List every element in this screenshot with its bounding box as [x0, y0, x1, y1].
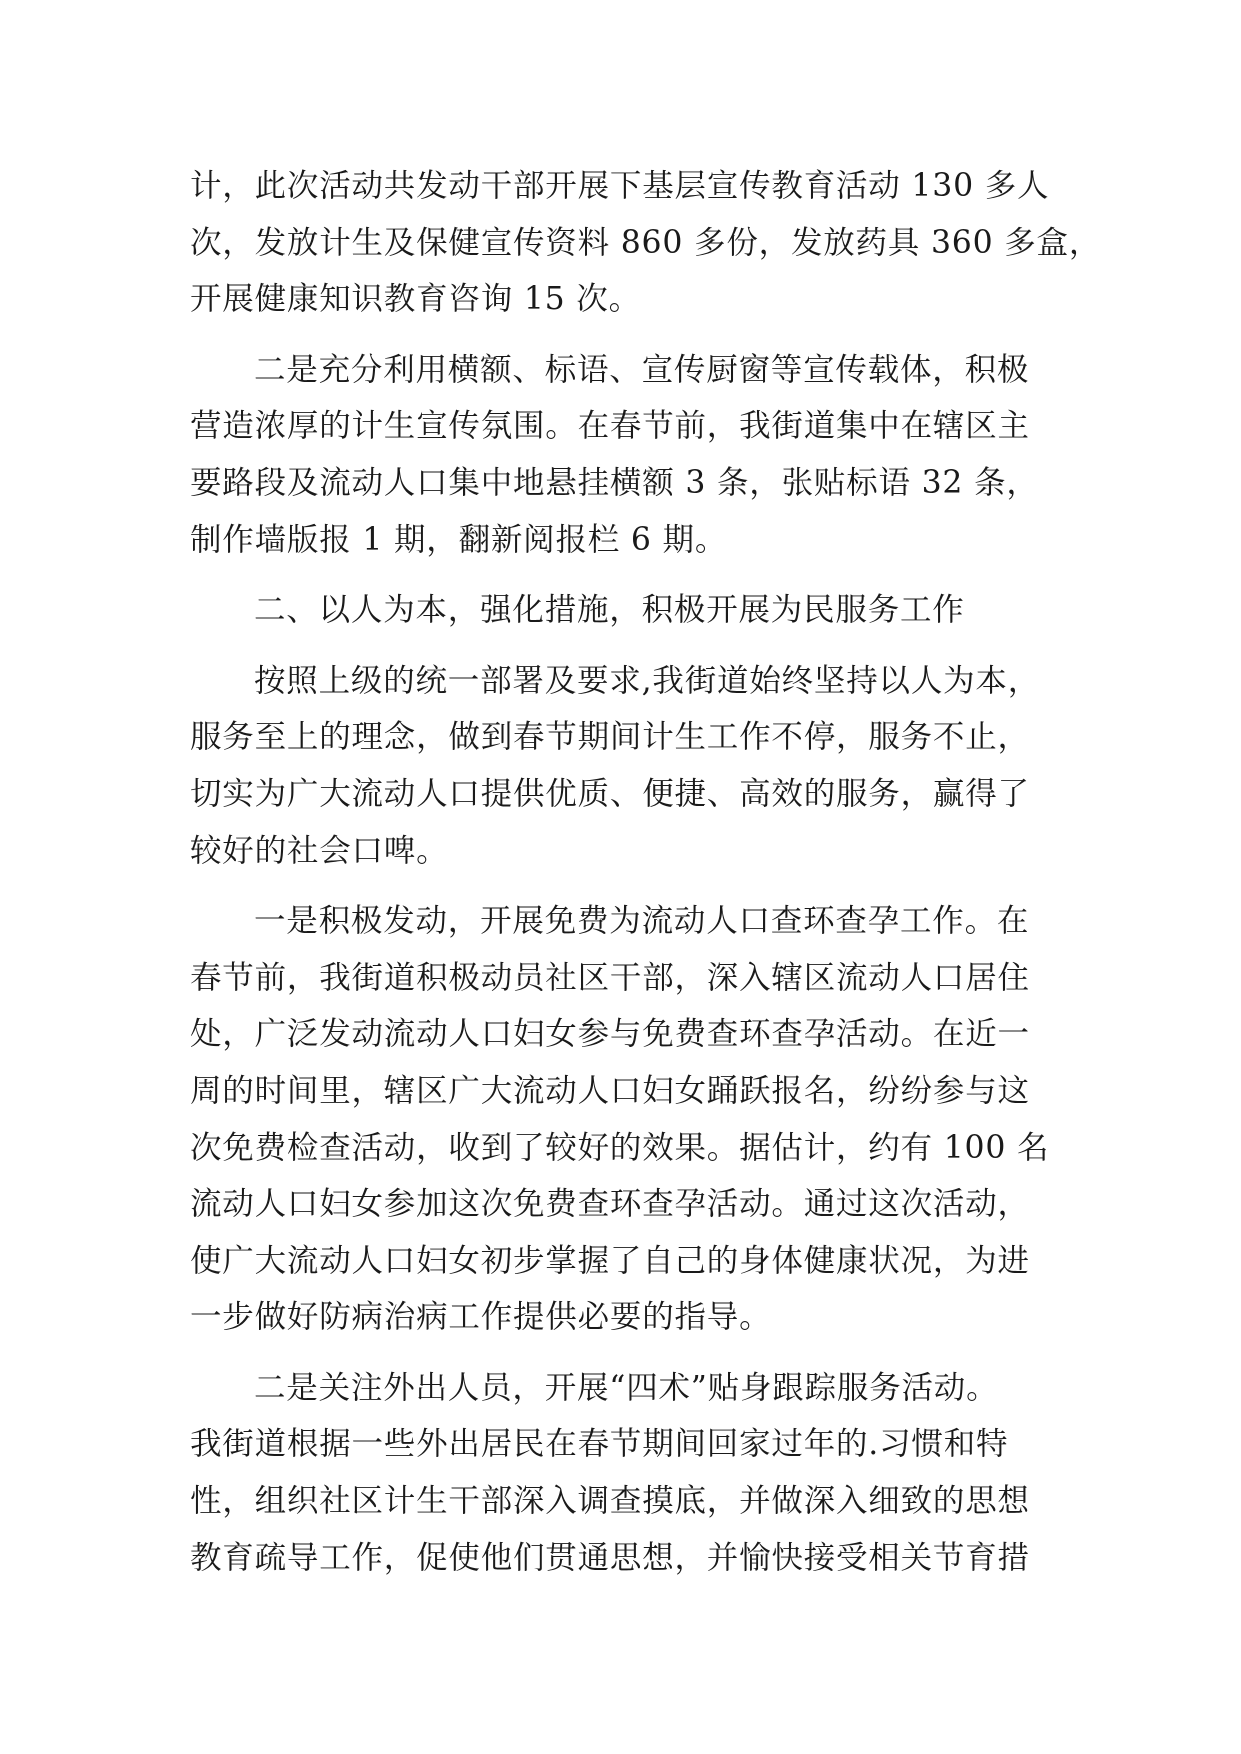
text-line: 服务至上的理念，做到春节期间计生工作不停，服务不止，	[190, 719, 1030, 756]
section-heading: 二、以人为本，强化措施，积极开展为民服务工作	[254, 592, 965, 629]
paragraph-first-line: 二是充分利用横额、标语、宣传厨窗等宣传载体，积极	[254, 351, 1030, 388]
text-line: 处，广泛发动流动人口妇女参与免费查环查孕活动。在近一	[190, 1016, 1030, 1053]
text-line: 开展健康知识教育咨询 15 次。	[190, 281, 641, 318]
text-line: 周的时间里，辖区广大流动人口妇女踊跃报名，纷纷参与这	[190, 1072, 1030, 1109]
text-line: 次，发放计生及保健宣传资料 860 多份，发放药具 360 多盒，	[190, 224, 1102, 261]
text-line: 教育疏导工作，促使他们贯通思想，并愉快接受相关节育措	[190, 1539, 1030, 1576]
text-line: 流动人口妇女参加这次免费查环查孕活动。通过这次活动，	[190, 1186, 1030, 1223]
text-line: 制作墙版报 1 期，翻新阅报栏 6 期。	[190, 521, 728, 558]
text-line: 切实为广大流动人口提供优质、便捷、高效的服务，赢得了	[190, 775, 1030, 812]
paragraph-first-line: 一是积极发动，开展免费为流动人口查环查孕工作。在	[254, 903, 1030, 940]
text-line: 计，此次活动共发动干部开展下基层宣传教育活动 130 多人	[190, 168, 1050, 204]
text-line: 我街道根据一些外出居民在春节期间回家过年的.习惯和特	[190, 1426, 1009, 1463]
text-line: 使广大流动人口妇女初步掌握了自己的身体健康状况，为进	[190, 1242, 1030, 1279]
document-body	[190, 158, 1102, 1586]
text-line: 春节前，我街道积极动员社区干部，深入辖区流动人口居住	[190, 959, 1030, 996]
text-line: 营造浓厚的计生宣传氛围。在春节前，我街道集中在辖区主	[190, 408, 1030, 445]
text-line: 要路段及流动人口集中地悬挂横额 3 条，张贴标语 32 条，	[190, 464, 1039, 501]
text-line: 次免费检查活动，收到了较好的效果。据估计，约有 100 名	[190, 1129, 1050, 1166]
text-line: 较好的社会口啤。	[190, 832, 449, 869]
paragraph-first-line: 按照上级的统一部署及要求,我街道始终坚持以人为本，	[254, 662, 1041, 699]
text-line: 性，组织社区计生干部深入调查摸底，并做深入细致的思想	[190, 1483, 1030, 1520]
text-line: 一步做好防病治病工作提供必要的指导。	[190, 1299, 772, 1336]
paragraph-first-line: 二是关注外出人员，开展“四术”贴身跟踪服务活动。	[254, 1369, 999, 1406]
